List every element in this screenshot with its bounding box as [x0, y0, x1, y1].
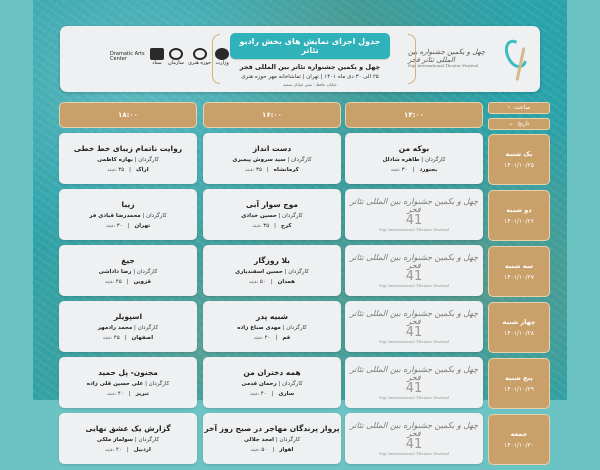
date-header: تاریخ ⌄ — [488, 118, 550, 130]
show-director: کارگردان | سولماز ملکی — [96, 437, 160, 443]
show-meta: قم|۴۰ دقیقه — [253, 335, 291, 341]
column-1400 — [345, 102, 483, 469]
empty-slot — [345, 413, 483, 464]
empty-slot — [345, 245, 483, 296]
day-column — [488, 102, 550, 470]
empty-slot — [345, 357, 483, 408]
show-director: کارگردان | رضا داداشی — [98, 269, 158, 275]
day-cell: چهار شنبه ۱۴۰۱/۱۰/۲۸ — [488, 302, 550, 353]
show-cell — [59, 413, 197, 464]
day-cell: یک شنبه ۱۴۰۱/۱۰/۲۵ — [488, 134, 550, 185]
show-cell — [203, 413, 341, 464]
dates-venue: ۲۵ الی ۳۰ دی ماه ۱۴۰۱ | تهران | تماشاخانه مهر حوزه هنری — [241, 74, 379, 80]
time-header: ساعت ‹ — [488, 102, 550, 114]
show-cell — [59, 357, 197, 408]
show-title: شبیه پدر — [255, 312, 289, 321]
show-meta: کرج|۳۵ دقیقه — [252, 223, 292, 229]
sponsor-logo-3: حوزه هنری — [188, 48, 211, 66]
festival-watermark-icon: چهل و یکمین جشنواره بین المللی تئاتر فجر 41 Fajr International Theater Festival — [349, 196, 479, 232]
show-cell — [59, 133, 197, 184]
festival-logo-text: چهل و یکمین جشنواره بین المللی تئاتر فجر Fajr International Theater Festival — [408, 48, 486, 69]
empty-slot — [345, 301, 483, 352]
chevron-left-icon: ‹ — [507, 104, 511, 111]
show-director: کارگردان | رحمان قدمی — [241, 381, 303, 387]
sponsor-emblem-icon — [150, 48, 164, 60]
show-title: بلا روزگار — [254, 256, 290, 265]
show-cell — [203, 301, 341, 352]
show-director: کارگردان | سید سروش پیمبری — [232, 157, 312, 163]
day-cell: سه شنبه ۱۴۰۱/۱۰/۲۷ — [488, 246, 550, 297]
festival-logo — [408, 32, 528, 86]
time-slot-header: ۱۴:۰۰ — [345, 102, 483, 128]
festival-watermark-icon: چهل و یکمین جشنواره بین المللی تئاتر فجر 41 Fajr International Theater Festival — [349, 364, 479, 400]
show-director: کارگردان | طاهره شادلل — [382, 157, 446, 163]
address: خیابان حافظ - نبش خیابان سمیه — [283, 82, 337, 87]
show-title: روایت ناتمام زیبای خط خطی — [73, 144, 183, 153]
day-cell: جمعه ۱۴۰۱/۱۰/۳۰ — [488, 414, 550, 465]
show-cell — [203, 245, 341, 296]
show-director: کارگردان | امجد جلالی — [243, 437, 301, 443]
poster — [33, 0, 567, 456]
brace-right — [408, 34, 416, 84]
show-meta: اصفهان|۴۵ دقیقه — [102, 335, 154, 341]
show-meta: ساری|۴۰ دقیقه — [249, 391, 295, 397]
show-cell — [59, 301, 197, 352]
show-meta: قزوین|۴۵ دقیقه — [104, 279, 152, 285]
show-title: پرواز پرندگان مهاجر در صبح روز آخر — [204, 424, 340, 433]
column-1800 — [59, 102, 197, 469]
show-title: مجنون- پل حمید — [98, 368, 158, 377]
show-cell — [345, 133, 483, 184]
show-director: کارگردان | حسین خدادی — [241, 213, 303, 219]
day-cell: پنج شنبه ۱۴۰۱/۱۰/۲۹ — [488, 358, 550, 409]
sponsor-emblem-icon — [169, 48, 183, 60]
festival-watermark-icon: چهل و یکمین جشنواره بین المللی تئاتر فجر 41 Fajr International Theater Festival — [349, 252, 479, 288]
show-title: موج سوار آبی — [246, 200, 298, 209]
show-title: زیبا — [121, 200, 135, 209]
show-director: کارگردان | محمد رادمهر — [97, 325, 159, 331]
show-title: همه دختران من — [243, 368, 301, 377]
show-meta: همدان|۵۰ دقیقه — [249, 279, 295, 285]
title-block — [220, 33, 400, 87]
show-meta: اردبیل|۴۰ دقیقه — [105, 447, 151, 453]
sponsor-dramatic-arts: Dramatic Arts Center — [110, 51, 145, 62]
day-cell: دو شنبه ۱۴۰۱/۱۰/۲۶ — [488, 190, 550, 241]
festival-watermark-icon: چهل و یکمین جشنواره بین المللی تئاتر فجر 41 Fajr International Theater Festival — [349, 308, 479, 344]
show-cell — [59, 245, 197, 296]
show-meta: تهران|۳۰ دقیقه — [105, 223, 151, 229]
sponsor-logo-4: وزارت — [215, 48, 229, 66]
sponsor-logos — [110, 48, 229, 66]
show-meta: تبریز|۴۰ دقیقه — [107, 391, 149, 397]
show-cell — [203, 189, 341, 240]
show-director: کارگردان | محمدرضا قبادی فر — [89, 213, 167, 219]
time-slot-header: ۱۶:۰۰ — [203, 102, 341, 128]
column-1600 — [203, 102, 341, 469]
show-title: بوکه من — [398, 144, 430, 153]
show-director: کارگردان | علی حسین قلی زاده — [86, 381, 170, 387]
sponsor-logo-1: ستاد — [150, 48, 164, 66]
sponsor-logo-2: سازمان — [168, 48, 184, 66]
show-title: اسپویلر — [113, 312, 143, 321]
show-meta: کرمانشاه|۳۵ دقیقه — [245, 167, 299, 173]
time-slot-header: ۱۸:۰۰ — [59, 102, 197, 128]
show-director: کارگردان | بهاره کاظمی — [97, 157, 159, 163]
chevron-down-icon: ⌄ — [508, 120, 514, 127]
show-meta: اراک|۳۵ دقیقه — [107, 167, 149, 173]
festival-mark-icon — [503, 35, 528, 83]
show-meta: اهواز|۵۰ دقیقه — [250, 447, 294, 453]
show-cell — [203, 357, 341, 408]
header-card — [60, 26, 540, 92]
festival-subtitle: چهل و یکمین جشنواره تئاتر بین المللی فجر — [239, 63, 381, 71]
page-title: جدول اجرای نمایش های بخش رادیو تئاتر — [230, 33, 390, 59]
show-title: دست انداز — [252, 144, 292, 153]
show-meta: بجنورد|۳۰ دقیقه — [390, 167, 438, 173]
show-title: جیغ — [121, 256, 135, 265]
show-cell — [203, 133, 341, 184]
festival-watermark-icon: چهل و یکمین جشنواره بین المللی تئاتر فجر 41 Fajr International Theater Festival — [349, 420, 479, 456]
show-director: کارگردان | حسین اسفندیاری — [235, 269, 309, 275]
show-director: کارگردان | مهدی صباغ زاده — [237, 325, 307, 331]
empty-slot — [345, 189, 483, 240]
show-title: گزارش یک عشق نهایی — [85, 424, 171, 433]
sponsor-emblem-icon — [215, 48, 229, 60]
sponsor-emblem-icon — [193, 48, 207, 60]
show-cell — [59, 189, 197, 240]
